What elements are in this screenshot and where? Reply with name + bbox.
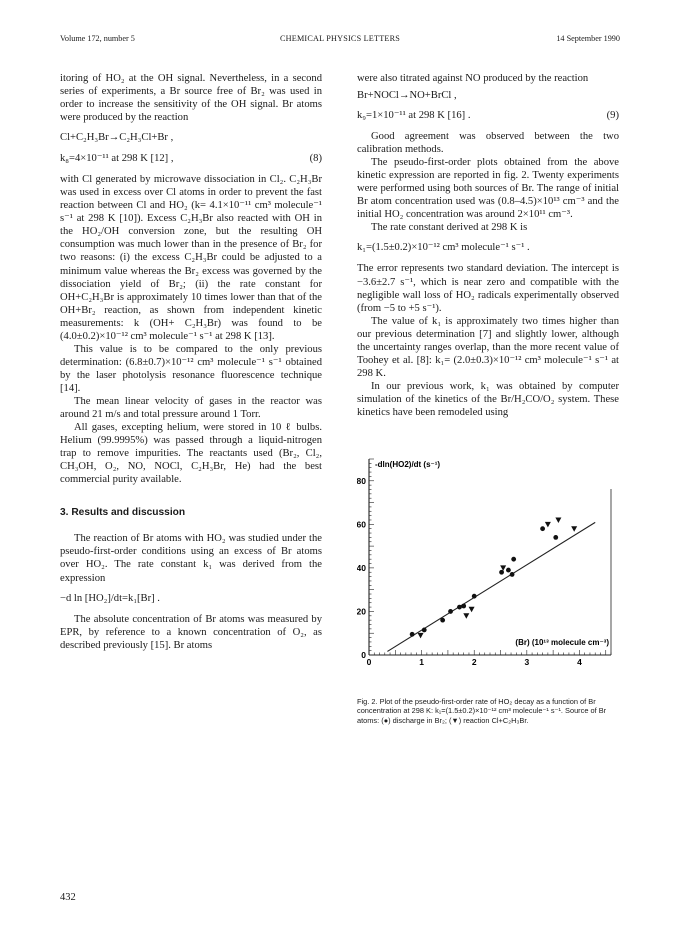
paragraph: This value is to be compared to the only previous determination: (6.8±0.7)×10⁻¹² cm³ molecule⁻¹ s⁻¹ obtained by the laser photolysis resonance fluorescence technique [14]. <box>60 343 322 394</box>
paragraph: The absolute concentration of Br atoms was measured by EPR, by reference to a known concentration of O₂, as described previously [15]. Br atoms <box>60 613 322 651</box>
x-tick-label: 4 <box>577 657 582 668</box>
fit-line <box>387 522 595 651</box>
right-column <box>357 72 619 725</box>
equation-9-rate <box>357 109 619 123</box>
data-point-circle <box>422 628 427 633</box>
x-tick-label: 3 <box>524 657 530 668</box>
data-point-circle <box>510 572 515 577</box>
y-tick-label: 60 <box>357 519 366 530</box>
equation-8-reaction: Cl+C₂H₃Br→C₂H₃Cl+Br , <box>60 132 174 144</box>
y-tick-label: 0 <box>361 650 366 661</box>
running-header <box>60 34 620 48</box>
paragraph: Good agreement was observed between the two calibration methods. <box>357 131 619 156</box>
data-point-triangle <box>555 518 561 524</box>
data-point-triangle <box>571 526 577 532</box>
paragraph: All gases, excepting helium, were stored in 10 ℓ bulbs. Helium (99.9995%) was passed through a liquid-nitrogen trap to remove impurities. The reactants used (Br₂, Cl₂, CH₃OH, O₂, NO, NOCl, C₂H₃Br, He) had the best commercial purity available. <box>60 422 322 486</box>
data-point-triangle <box>418 633 424 639</box>
figure-2 <box>357 441 619 691</box>
data-point-circle <box>410 632 415 637</box>
x-tick-label: 1 <box>419 657 424 668</box>
data-point-circle <box>511 557 516 562</box>
x-tick-label: 2 <box>471 657 477 668</box>
paragraph: In our previous work, k₁ was obtained by computer simulation of the kinetics of the Br/H₂CO/O₂ system. These kinetics have been remodeled using <box>357 380 619 418</box>
page-number: 432 <box>60 892 76 903</box>
left-column <box>60 72 322 652</box>
equation-9-rate-text: k₉=1×10⁻¹¹ at 298 K [16] . <box>357 110 471 122</box>
rate-constant-result: k₁=(1.5±0.2)×10⁻¹² cm³ molecule⁻¹ s⁻¹ . <box>357 242 530 254</box>
x-tick-label: 0 <box>366 657 372 668</box>
equation-9-number: (9) <box>606 110 619 122</box>
equation-8-rate-text: k₈=4×10⁻¹¹ at 298 K [12] , <box>60 153 174 165</box>
data-point-circle <box>457 605 462 610</box>
data-point-triangle <box>463 613 469 619</box>
paragraph: The rate constant derived at 298 K is <box>371 222 528 234</box>
paragraph: itoring of HO₂ at the OH signal. Nevertheless, in a second series of experiments, a Br source free of Br₂ was used in order to increase the sensitivity of the OH signal. Br atoms were produced by the reaction <box>60 73 322 124</box>
equation-9-reaction: Br+NOCl→NO+BrCl , <box>357 90 457 102</box>
data-point-circle <box>540 526 545 531</box>
paragraph: with Cl generated by microwave dissociation in Cl₂. C₂H₃Br was used in excess over Cl atoms in order to prevent the fast reaction between Cl and HO₂ (k= 4.1×10⁻¹¹ cm³ molecule⁻¹ s⁻¹ at 298 K [10]). Excess C₂H₃Br also reacted with OH in the HO₂/OH conversion zone, but the resulting OH consumption was much lower than in the presence of Br₂ for two reasons: (i) the excess C₂H₃Br could be adjusted to a minimum value whereas the Br₂ excess was governed by the dissociation yield of Br₂; (ii) the rate constant for OH+C₂H₃Br is approximately 10 times lower than that of the OH+Br₂ reaction, as shown from independent kinetic measurements: k (OH+ C₂H₃Br) was found to be (4.0±0.2)×10⁻¹² cm³ molecule⁻¹ s⁻¹ at 298 K [13]. <box>60 174 322 342</box>
equation-8-number: (8) <box>309 153 322 165</box>
issue-date: 14 September 1990 <box>556 34 620 43</box>
paragraph: The value of k₁ is approximately two times higher than our previous determination [7] and slightly lower, although the uncertainty ranges overlap, than the more recent value of Toohey et al. [8]: k₁= (2.0±0.3)×10⁻¹² cm³ molecule⁻¹ s⁻¹ at 298 K. <box>357 315 619 379</box>
rate-expression: −d ln [HO₂]/dt=k₁[Br] . <box>60 592 160 604</box>
paragraph: The reaction of Br atoms with HO₂ was studied under the pseudo-first-order conditions using an excess of Br atoms over HO₂. The rate constant k₁ was derived from the expression <box>60 533 322 584</box>
data-point-circle <box>506 568 511 573</box>
equation-8-rate <box>60 152 322 166</box>
paragraph: The mean linear velocity of gases in the reactor was around 21 m/s and total pressure around 1 Torr. <box>60 395 322 421</box>
data-point-circle <box>461 604 466 609</box>
data-point-circle <box>440 618 445 623</box>
journal-volume: Volume 172, number 5 <box>60 34 135 43</box>
x-axis-label: (Br) (10¹³ molecule cm⁻³) <box>515 638 609 648</box>
paragraph: The pseudo-first-order plots obtained from the above kinetic expression are reported in fig. 2. Twenty experiments were performed using both sources of Br. The range of initial Br atom concentration used was (0.8–4.5)×10¹³ cm⁻³ and the initial HO₂ concentration was around 2×10¹¹ cm⁻³. <box>357 157 619 221</box>
section-heading: 3. Results and discussion <box>60 507 186 519</box>
data-point-circle <box>448 609 453 614</box>
y-tick-label: 40 <box>357 562 366 573</box>
data-point-circle <box>553 535 558 540</box>
paragraph: were also titrated against NO produced by the reaction <box>357 73 589 84</box>
pseudo-first-order-plot <box>357 441 619 673</box>
journal-title: CHEMICAL PHYSICS LETTERS <box>279 34 401 43</box>
y-tick-label: 80 <box>357 475 366 486</box>
data-point-triangle <box>469 607 475 613</box>
y-axis-label: -dln(HO2)/dt (s⁻¹) <box>375 460 441 470</box>
data-point-circle <box>472 594 477 599</box>
y-tick-label: 20 <box>357 606 366 617</box>
data-point-triangle <box>545 522 551 528</box>
paragraph: The error represents two standard deviation. The intercept is −3.6±2.7 s⁻¹, which is near zero and compatible with the negligible wall loss of HO₂ radicals experimentally observed (from −5 to +5 s⁻¹). <box>357 263 619 314</box>
figure-caption: Fig. 2. Plot of the pseudo-first-order rate of HO₂ decay as a function of Br concentration at 298 K: k₁=(1.5±0.2)×10⁻¹² cm³ molecule⁻¹ s⁻¹. Source of Br atoms: (●) discharge in Br₂; (▼) reaction Cl+C₂H₃Br. <box>357 697 607 725</box>
